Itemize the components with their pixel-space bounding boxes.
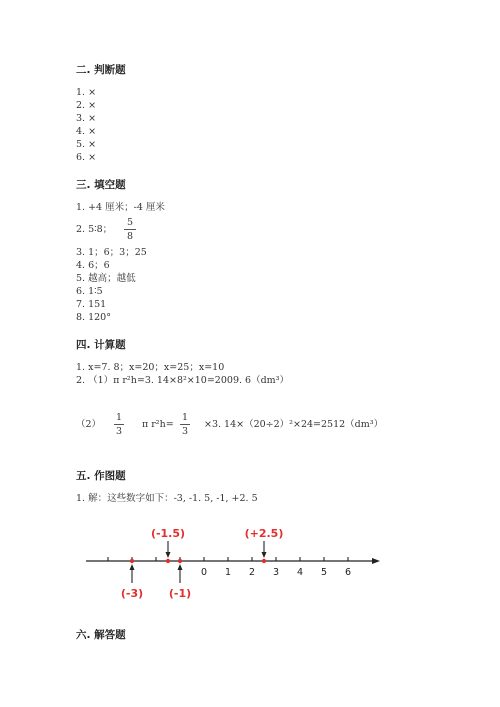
fill-answer-7: 7. 151 — [76, 299, 107, 310]
number-line-point — [262, 559, 266, 563]
fraction-bar — [124, 229, 136, 230]
fill-answer-2-fraction — [124, 217, 136, 242]
number-line-mark-label: (-3) — [120, 587, 144, 600]
section-title-judge: 二. 判断题 — [76, 64, 126, 76]
pointer-arrowhead — [178, 564, 183, 570]
calc-answer-2-1: 2. （1）π r²h=3. 14×8²×10=2009. 6（dm³） — [76, 375, 289, 386]
number-line-tick-label: 2 — [248, 567, 256, 578]
number-line-tick-label: 4 — [296, 567, 304, 578]
pointer-arrowhead — [166, 552, 171, 558]
calc-fraction-2 — [180, 412, 190, 437]
fraction-numerator: 1 — [181, 412, 189, 423]
section-title-answer: 六. 解答题 — [76, 629, 126, 641]
section-title-calc: 四. 计算题 — [76, 339, 126, 351]
judge-answer-3: 3. × — [76, 113, 97, 124]
judge-answer-6: 6. × — [76, 152, 97, 163]
fraction-bar — [180, 424, 190, 425]
calc-fraction-1 — [114, 412, 124, 437]
number-line-mark-label: (+2.5) — [244, 527, 284, 540]
fraction-denominator: 3 — [115, 426, 123, 437]
number-line-figure — [0, 525, 500, 610]
number-line-tick-label: 3 — [272, 567, 280, 578]
fraction-numerator: 5 — [126, 217, 134, 228]
fraction-bar — [114, 424, 124, 425]
calc-answer-2-2-mid: π r²h= — [142, 419, 174, 430]
draw-answer-1: 1. 解：这些数字如下：-3, -1. 5, -1, +2. 5 — [76, 493, 258, 504]
judge-answer-4: 4. × — [76, 126, 97, 137]
calc-answer-1: 1. x=7. 8；x=20；x=25；x=10 — [76, 362, 225, 373]
pointer-arrowhead — [130, 564, 135, 570]
number-line-tick-label: 5 — [320, 567, 328, 578]
fill-answer-3: 3. 1；6；3；25 — [76, 247, 147, 258]
fill-answer-2-prefix: 2. 5∶8； — [76, 224, 113, 235]
judge-answer-5: 5. × — [76, 139, 97, 150]
number-line-mark-label: (-1) — [168, 587, 192, 600]
section-title-fill: 三. 填空题 — [76, 179, 126, 191]
fraction-denominator: 8 — [126, 231, 134, 242]
fill-answer-6: 6. 1∶5 — [76, 286, 103, 297]
number-line-arrowhead — [372, 558, 380, 564]
number-line-tick-label: 1 — [224, 567, 232, 578]
fill-answer-1: 1. +4 厘米；-4 厘米 — [76, 202, 165, 213]
fill-answer-8: 8. 120° — [76, 312, 111, 323]
judge-answer-1: 1. × — [76, 87, 97, 98]
number-line-marks — [121, 527, 284, 600]
calc-answer-2-2-prefix: （2） — [76, 419, 102, 430]
fill-answer-4: 4. 6；6 — [76, 260, 110, 271]
section-title-draw: 五. 作图题 — [76, 470, 126, 482]
number-line-point — [130, 559, 134, 563]
fraction-numerator: 1 — [115, 412, 123, 423]
number-line-tick-labels — [201, 567, 351, 578]
judge-answer-2: 2. × — [76, 100, 97, 111]
fill-answer-5: 5. 越高；越低 — [76, 273, 136, 284]
number-line-point — [166, 559, 170, 563]
number-line-tick-label: 6 — [344, 567, 352, 578]
pointer-arrowhead — [262, 552, 267, 558]
number-line-mark-label: (-1.5) — [150, 527, 186, 540]
number-line-tick-label: 0 — [200, 567, 208, 578]
fraction-denominator: 3 — [181, 426, 189, 437]
calc-answer-2-2-suffix: ×3. 14×（20÷2）²×24=2512（dm³） — [204, 419, 384, 430]
number-line-point — [178, 559, 182, 563]
